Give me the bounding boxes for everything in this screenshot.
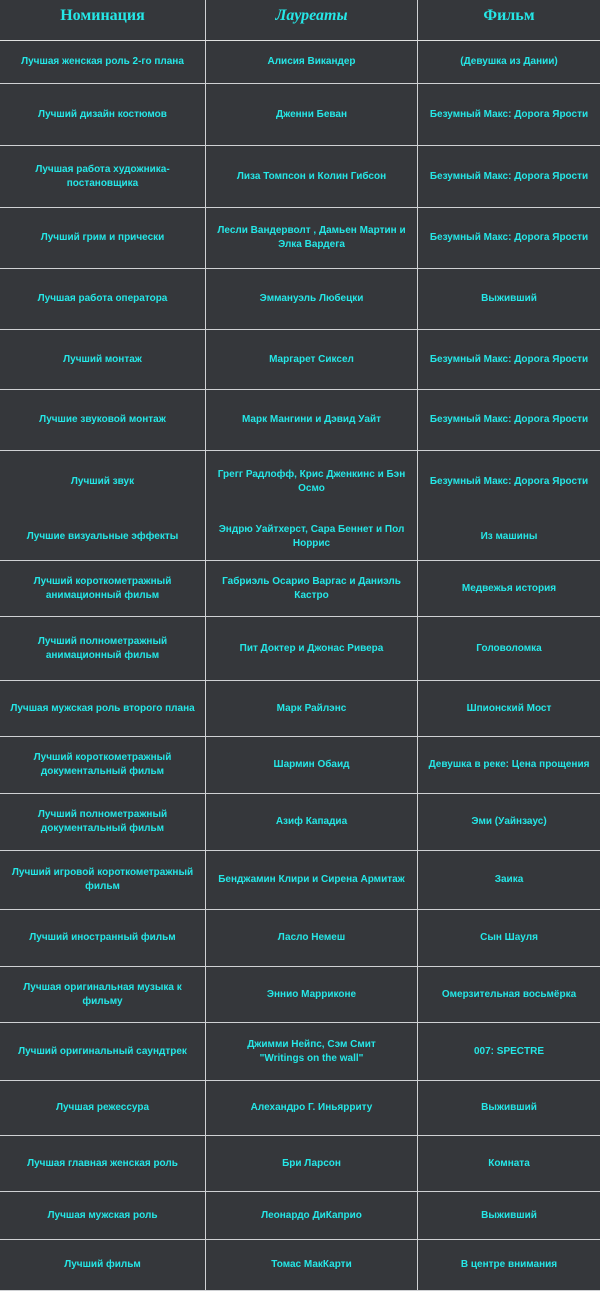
table-row: [0, 513, 600, 561]
table-row: [0, 851, 600, 910]
nomination-cell: Лучшие звуковой монтаж: [0, 390, 206, 451]
laureates-cell: Габриэль Осарио Варгас и Даниэль Кастро: [206, 561, 418, 617]
nomination-cell: Лучшие визуальные эффекты: [0, 513, 206, 561]
table-row: [0, 794, 600, 851]
nomination-cell: Лучший короткометражный анимационный фильм: [0, 561, 206, 617]
film-cell: Головоломка: [418, 617, 600, 681]
nomination-cell: Лучший звук: [0, 451, 206, 513]
laureates-cell: Азиф Кападиа: [206, 794, 418, 851]
laureates-cell: Бри Ларсон: [206, 1136, 418, 1192]
header-laureates: Лауреаты: [206, 0, 418, 41]
nomination-cell: Лучшая главная женская роль: [0, 1136, 206, 1192]
laureates-cell: Томас МакКарти: [206, 1240, 418, 1291]
nomination-cell: Лучший дизайн костюмов: [0, 84, 206, 146]
table-row: [0, 451, 600, 513]
laureates-cell: Марк Райлэнс: [206, 681, 418, 737]
laureates-cell: Марк Мангини и Дэвид Уайт: [206, 390, 418, 451]
laureates-cell: Дженни Беван: [206, 84, 418, 146]
table-row: [0, 1081, 600, 1136]
table-row: [0, 390, 600, 451]
table-row: [0, 617, 600, 681]
laureates-cell: Лесли Вандерволт , Дамьен Мартин и Элка Вардега: [206, 208, 418, 269]
table-row: [0, 1240, 600, 1291]
table-row: [0, 146, 600, 208]
film-cell: Сын Шауля: [418, 910, 600, 967]
table-row: [0, 84, 600, 146]
film-cell: В центре внимания: [418, 1240, 600, 1291]
table-row: [0, 967, 600, 1023]
table-row: [0, 1023, 600, 1081]
nomination-cell: Лучшая женская роль 2-го плана: [0, 41, 206, 84]
film-cell: Из машины: [418, 513, 600, 561]
film-cell: Медвежья история: [418, 561, 600, 617]
laureates-cell: Маргарет Сиксел: [206, 330, 418, 390]
nomination-cell: Лучшая мужская роль: [0, 1192, 206, 1240]
table-row: [0, 561, 600, 617]
film-cell: Шпионский Мост: [418, 681, 600, 737]
laureates-cell: Леонардо ДиКаприо: [206, 1192, 418, 1240]
nomination-cell: Лучший фильм: [0, 1240, 206, 1291]
table-row: [0, 330, 600, 390]
film-cell: Эми (Уайнзаус): [418, 794, 600, 851]
laureates-cell: Алисия Викандер: [206, 41, 418, 84]
laureates-cell: Шармин Обаид: [206, 737, 418, 794]
nomination-cell: Лучшая режессура: [0, 1081, 206, 1136]
film-cell: Девушка в реке: Цена прощения: [418, 737, 600, 794]
film-cell: Комната: [418, 1136, 600, 1192]
nomination-cell: Лучший иностранный фильм: [0, 910, 206, 967]
nomination-cell: Лучшая работа оператора: [0, 269, 206, 330]
film-cell: Безумный Макс: Дорога Ярости: [429, 476, 589, 487]
nomination-cell: Лучший оригинальный саундтрек: [0, 1023, 206, 1081]
nomination-cell: Лучший полнометражный анимационный фильм: [0, 617, 206, 681]
film-cell: Безумный Макс: Дорога Ярости: [418, 390, 600, 451]
nomination-cell: Лучшая оригинальная музыка к фильму: [0, 967, 206, 1023]
nomination-cell: Лучший полнометражный документальный фильм: [0, 794, 206, 851]
table-row: [0, 737, 600, 794]
laureates-cell: Эммануэль Любецки: [206, 269, 418, 330]
film-cell: Заика: [418, 851, 600, 910]
laureates-cell: Джимми Нейпс, Сэм Смит "Writings on the wall": [206, 1023, 418, 1081]
film-cell: 007: SPECTRE: [418, 1023, 600, 1081]
nomination-cell: Лучшая работа художника-постановщика: [0, 146, 206, 208]
nomination-cell: Лучший короткометражный документальный фильм: [0, 737, 206, 794]
table-row: [0, 269, 600, 330]
laureates-cell: Эннио Марриконе: [206, 967, 418, 1023]
header-nomination: Номинация: [0, 0, 206, 41]
laureates-cell: Бенджамин Клири и Сирена Армитаж: [206, 851, 418, 910]
film-cell: Безумный Макс: Дорога Ярости: [418, 330, 600, 390]
film-cell: Безумный Макс: Дорога Ярости: [418, 146, 600, 208]
nomination-cell: Лучший монтаж: [0, 330, 206, 390]
nomination-cell: Лучшая мужская роль второго плана: [0, 681, 206, 737]
laureates-cell: Алехандро Г. Иньярриту: [206, 1081, 418, 1136]
laureates-cell: Ласло Немеш: [206, 910, 418, 967]
film-cell: Безумный Макс: Дорога Ярости: [418, 208, 600, 269]
film-cell: Безумный Макс: Дорога Ярости: [418, 84, 600, 146]
table-row: [0, 1136, 600, 1192]
film-cell: Выживший: [418, 1192, 600, 1240]
header-film: Фильм: [418, 0, 600, 41]
film-cell: Выживший: [418, 269, 600, 330]
table-row: [0, 681, 600, 737]
laureates-cell: Эндрю Уайтхерст, Сара Беннет и Пол Норрис: [206, 513, 418, 561]
table-header-row: [0, 0, 600, 41]
table-row: [0, 41, 600, 84]
nomination-cell: Лучший игровой короткометражный фильм: [0, 851, 206, 910]
laureates-cell: Пит Доктер и Джонас Ривера: [206, 617, 418, 681]
table-row: [0, 1192, 600, 1240]
laureates-cell: Грегг Радлофф, Крис Дженкинс и Бэн Осмо: [206, 451, 418, 513]
nomination-cell: Лучший грим и прически: [0, 208, 206, 269]
film-cell: Выживший: [418, 1081, 600, 1136]
table-row: [0, 910, 600, 967]
film-cell: Омерзительная восьмёрка: [418, 967, 600, 1023]
table-row: [0, 208, 600, 269]
laureates-cell: Лиза Томпсон и Колин Гибсон: [206, 146, 418, 208]
film-cell: (Девушка из Дании): [418, 41, 600, 84]
